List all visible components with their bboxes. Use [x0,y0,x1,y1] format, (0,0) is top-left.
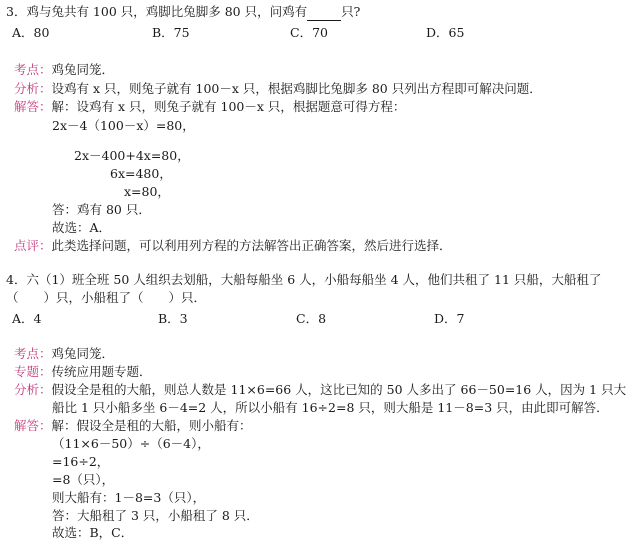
q4-choice: 故选：B，C． [52,525,134,540]
q3-option-a: A．80 [12,25,50,40]
q4-step-2: =16÷2， [52,454,110,469]
q4-jieda [14,418,252,434]
q4-option-a: A．4 [12,311,42,326]
q3-dianping-label: 点评： [14,238,52,253]
q3-answer-blank [307,4,341,21]
q4-fenxi-text-1: 假设全是租的大船，则总人数是 11×6=66 人，这比已知的 50 人多出了 66－50=16 人，因为 1 只大 [51,382,627,397]
q4-kaodian-text: 鸡兔同笼． [51,346,115,361]
q4-fenxi-text-2: 船比 1 只小船多坐 6－4=2 人，所以小船有 16÷2=8 只，则大船是 11－8=3 只，由此即可解答． [52,400,609,415]
q3-stem-post: 只? [341,4,361,19]
q3-step-1: 2x－4（100－x）=80， [52,118,195,133]
q3-option-b: B．75 [152,25,190,40]
q3-option-c: C．70 [290,25,328,40]
q3-fenxi [14,81,542,97]
q3-kaodian-label: 考点： [14,62,52,77]
q3-fenxi-text: 设鸡有 x 只，则兔子就有 100－x 只，根据鸡脚比兔脚多 80 只列出方程即可解决问题． [51,81,542,96]
q4-option-d: D．7 [434,311,465,326]
q3-answer: 答：鸡有 80 只． [52,202,151,217]
q4-zhuanti-label: 专题： [14,364,52,379]
q3-stem [6,4,360,21]
q3-fenxi-label: 分析： [14,81,52,96]
q3-jieda-label: 解答： [14,99,52,114]
q3-stem-pre: 3．鸡与兔共有 100 只，鸡脚比兔脚多 80 只，问鸡有 [6,4,308,19]
q4-step-4: 则大船有：1－8=3（只）， [52,490,206,505]
q3-dianping-text: 此类选择问题，可以利用列方程的方法解答出正确答案，然后进行选择． [51,238,452,253]
q4-option-c: C．8 [296,311,327,326]
q4-answer: 答：大船租了 3 只，小船租了 8 只． [52,508,259,523]
q4-step-3: =8（只）， [52,472,115,487]
q4-kaodian [14,346,114,362]
q4-fenxi [14,382,626,398]
q3-option-d: D．65 [426,25,465,40]
q4-fenxi-label: 分析： [14,382,52,397]
q4-jieda-text: 解：假设全是租的大船，则小船有： [51,418,252,433]
q4-stem-line-2: （ ）只，小船租了（ ）只． [6,290,207,305]
q3-jieda [14,99,405,115]
q3-step-4: x=80， [124,184,170,199]
q3-kaodian-text: 鸡兔同笼． [51,62,115,77]
q4-kaodian-label: 考点： [14,346,52,361]
q3-dianping [14,238,452,254]
q3-choice: 故选：A． [52,220,112,235]
q4-option-b: B．3 [158,311,188,326]
q4-zhuanti-text: 传统应用题专题． [51,364,152,379]
q4-zhuanti [14,364,152,380]
q4-stem-line-1: 4．六（1）班全班 50 人组织去划船，大船每船坐 6 人，小船每船坐 4 人，他们共租了 11 只船，大船租了 [6,272,602,287]
q3-kaodian [14,62,114,78]
q4-step-1: （11×6－50）÷（6－4）， [52,436,210,451]
q3-jieda-text: 解：设鸡有 x 只，则兔子就有 100－x 只，根据题意可得方程： [51,99,406,114]
q4-jieda-label: 解答： [14,418,52,433]
q3-step-3: 6x=480， [110,166,172,181]
q3-step-2: 2x－400+4x=80， [74,148,190,163]
